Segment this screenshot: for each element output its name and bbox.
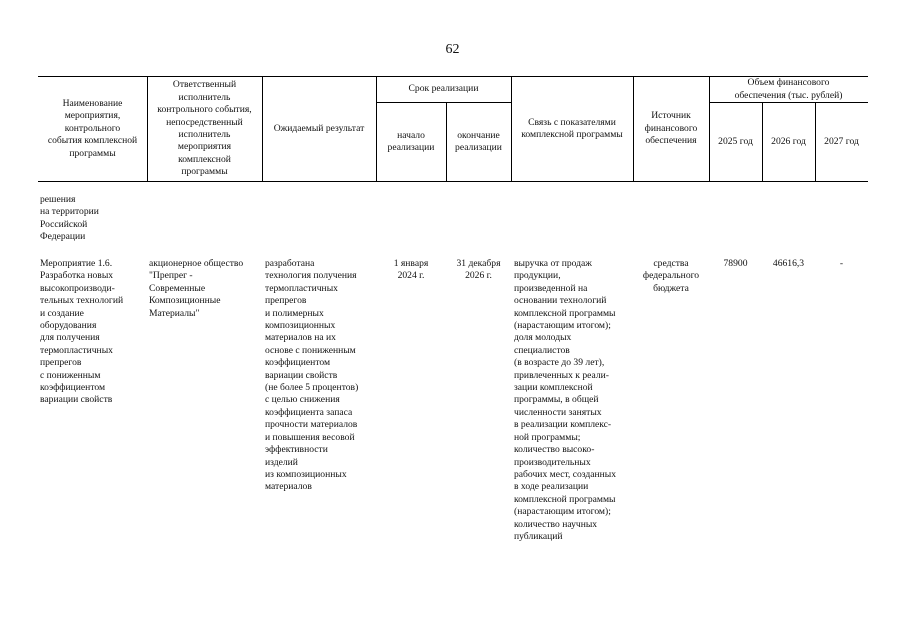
row-funding-source: средства федерального бюджета — [642, 258, 700, 294]
row-indicators-link: выручка от продаж продукции, произведенной на основании технологий комплексной программы (нарастающим итогом); доля молодых специалистов (в возрасте до 39 лет), привлеченных к реали- зации комплексной программы, в общей численности занятых в реализации комплекс- ной программы; количество высоко- производительных рабочих мест, созданных в ходе реализации комплексной программы (нарастающим итогом); количество научных публикаций — [514, 258, 617, 542]
row-amount-2025: 78900 — [723, 258, 748, 269]
header-funding-volume: Объем финансового обеспечения (тыс. рублей) — [734, 77, 843, 101]
header-name: Наименование мероприятия, контрольного события комплексной программы — [47, 97, 138, 159]
header-expected-result: Ожидаемый результат — [273, 122, 365, 134]
header-year-2027: 2027 год — [824, 135, 859, 147]
row-amount-2027: - — [839, 258, 844, 269]
row-expected-result: разработана технология получения термопластичных препрегов и полимерных композиционных материалов на их основе с пониженным коэффициентом вариации свойств (не более 5 процентов) с целью снижения коэффициента запаса прочности материалов и повышения весовой эффективности изделий из композиционных материалов — [265, 258, 359, 493]
row-responsible: акционерное общество "Препрег - Современные Композиционные Материалы" — [149, 258, 244, 319]
row-event-name: Мероприятие 1.6. Разработка новых высокопроизводи- тельных технологий и создание оборудования для получения термопластичных препрегов с пониженным коэффициентом вариации свойств — [40, 258, 124, 406]
header-funding-source: Источник финансового обеспечения — [644, 110, 698, 147]
header-indicators-link: Связь с показателями комплексной программы — [521, 116, 623, 140]
header-responsible: Ответственный исполнитель контрольного события, непосредственный исполнитель мероприятия комплексной программы — [157, 79, 252, 178]
header-start: начало реализации — [387, 129, 435, 153]
row-amount-2026: 46616,3 — [772, 258, 805, 269]
page-number: 62 — [445, 42, 460, 57]
header-year-2025: 2025 год — [718, 135, 753, 147]
row-end-date: 31 декабря 2026 г. — [456, 258, 501, 282]
header-year-2026: 2026 год — [771, 135, 806, 147]
header-term: Срок реализации — [408, 83, 479, 95]
header-end: окончание реализации — [455, 129, 502, 153]
row-start-date: 1 января 2024 г. — [393, 258, 429, 282]
continuation-text: решения на территории Российской Федерации — [40, 194, 99, 243]
